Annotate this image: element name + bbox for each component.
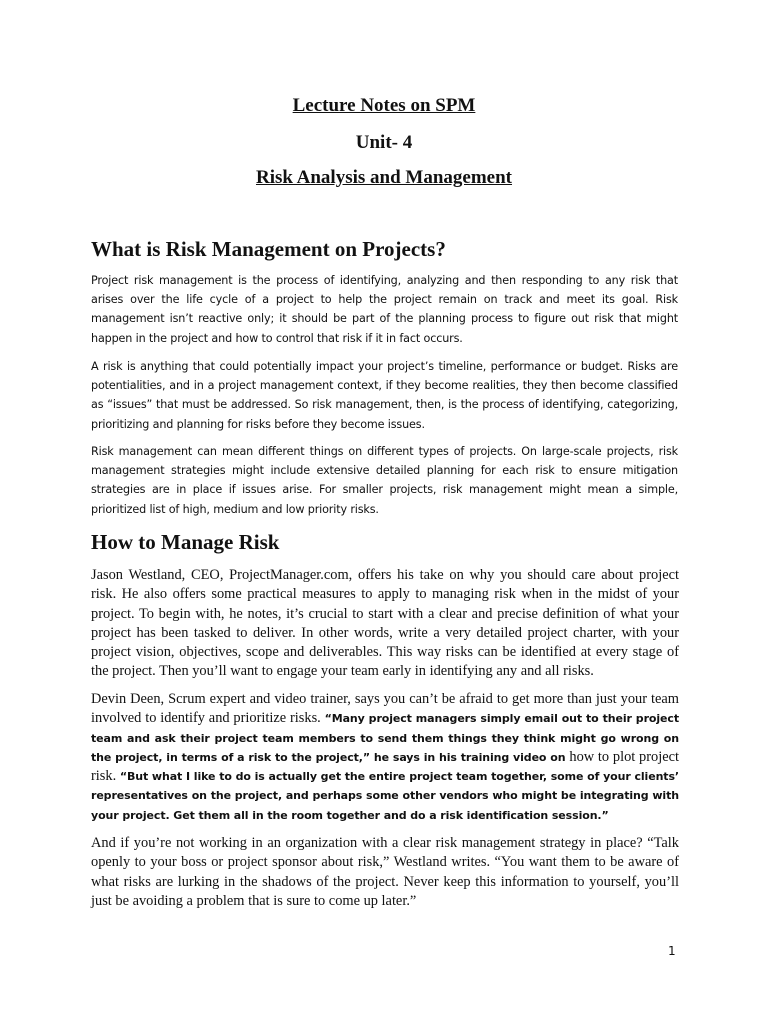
paragraph: Risk management can mean different things on different types of projects. On large-scale projects, risk management strategies might include extensive detailed planning for each risk to ensure mitigation strategies are in place if issues arise. For smaller projects, risk management might mean a simple, prioritized list of high, medium and low priority risks. <box>91 445 678 516</box>
quote-text: “Many project managers simply email out to their project team and ask their project team members to send them things they think might go wrong on the project, in terms of a risk to the project,” he says in his training video on <box>91 712 679 764</box>
paragraph: Jason Westland, CEO, ProjectManager.com, offers his take on why you should care about project risk. He also offers some practical measures to apply to managing risk when in the midst of your project. To begin with, he notes, it’s crucial to start with a clear and precise definition of what your project has been tasked to deliver. In other words, write a very detailed project charter, with your project vision, objectives, scope and deliverables. This way risks can be identified at every stage of the project. Then you’ll want to engage your team early in identifying any and all risks. <box>91 567 679 680</box>
paragraph: And if you’re not working in an organization with a clear risk management strategy in place? “Talk openly to your boss or project sponsor about risk,” Westland writes. “You want them to be aware of what risks are lurking in the shadows of the project. Never keep this information to yourself, you’ll just be avoiding a problem that is sure to come up later.” <box>91 835 679 909</box>
section-heading-risk-management: What is Risk Management on Projects? <box>91 237 446 261</box>
paragraph: A risk is anything that could potentially impact your project’s timeline, performance or budget. Risks are potentialities, and in a project management context, if they become realities, they then become classified as “issues” that must be addressed. So risk management, then, is the process of identifying, categorizing, prioritizing and planning for risks before they become issues. <box>91 360 678 431</box>
page-number: 1 <box>668 944 676 958</box>
section-heading-how-to-manage-risk: How to Manage Risk <box>91 530 280 554</box>
paragraph-quote <box>91 690 679 825</box>
paragraph-text: how to plot project risk. <box>91 748 679 785</box>
quote-text: “But what I like to do is actually get the entire project team together, some of your clients’ representatives on the project, and perhaps some other vendors who might be integrating with your project. Get them all in the room together and do a risk identification session.” <box>91 770 679 822</box>
doc-title: Lecture Notes on SPM <box>292 95 476 116</box>
paragraph-text: Devin Deen, Scrum expert and video trainer, says you can’t be afraid to get more than just your team involved to identify and prioritize risks. <box>91 691 679 727</box>
unit-title: Risk Analysis and Management <box>255 167 513 188</box>
unit-label: Unit- 4 <box>355 132 413 153</box>
paragraph: Project risk management is the process of identifying, analyzing and then responding to any risk that arises over the life cycle of a project to help the project remain on track and meet its goal. Risk management isn’t reactive only; it should be part of the planning process to figure out risk that might happen in the project and how to control that risk if it in fact occurs. <box>91 274 678 345</box>
